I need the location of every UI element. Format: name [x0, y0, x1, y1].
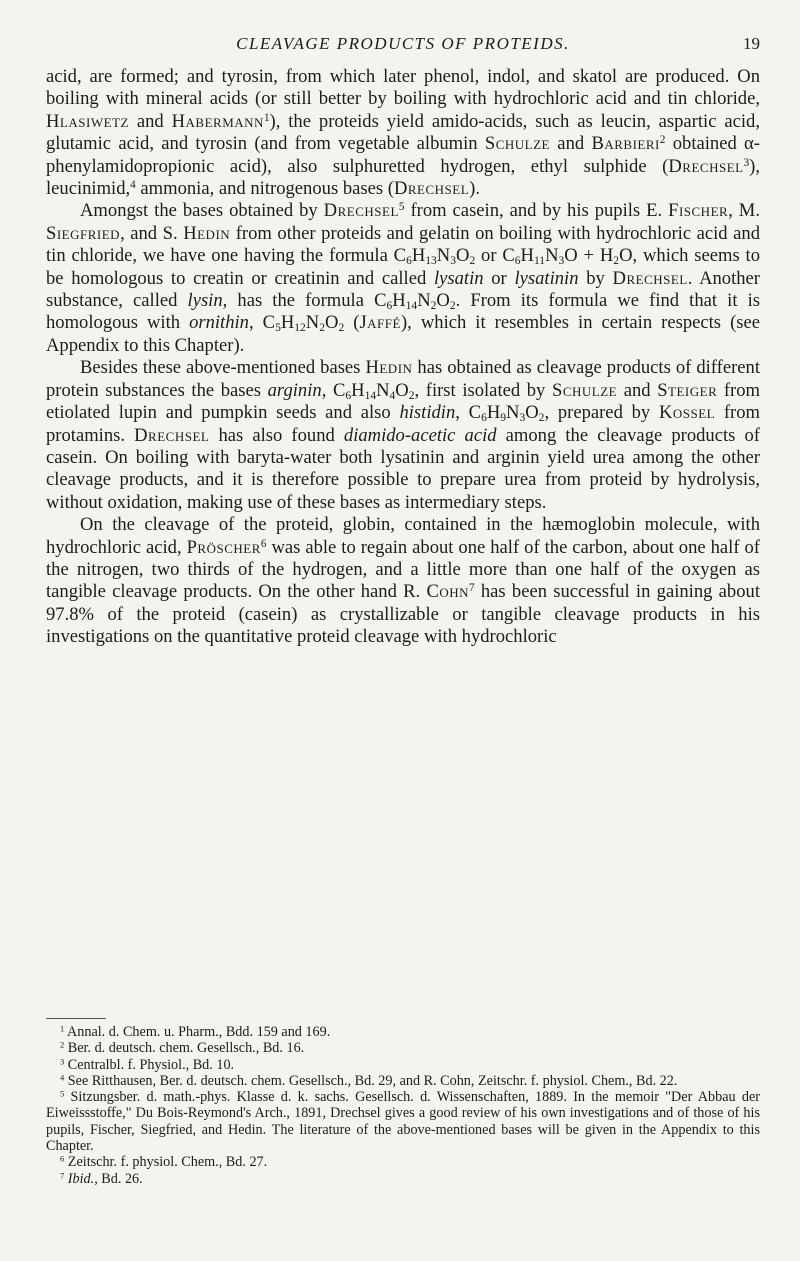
- formula-lysatin: $C_6H_{13}N_3O_2$ or $C_6H_{11}N_3O + H_2O$: [393, 245, 633, 268]
- author-steiger: Steiger: [657, 379, 718, 401]
- term-lysatin: lysatin: [433, 267, 484, 289]
- author-hlasiwetz: Hlasiwetz: [46, 110, 129, 132]
- footnote-1: $^1$ Annal. d. Chem. u. Pharm., Bdd. 159 and 169.: [60, 1023, 331, 1040]
- formula-arginin: $C_6H_{14}N_4O_2$: [332, 379, 415, 402]
- formula-histidin: $C_6H_9N_3O_2$: [468, 402, 545, 424]
- author-proscher: Pröscher: [186, 536, 261, 558]
- paragraph-1: acid, are formed; and tyrosin, from which later phenol, indol, and skatol are produced. On boiling with mineral acids (or still better by boiling with hydrochloric acid and tin chloride, Hlasiwetz and Habermann$^1$), the proteids yield amido-acids, such as leucin, aspartic acid, glutamic acid, and tyrosin (and from vegetable albumin Schulze and Barbieri$^2$ obtained α-phenylamidopropionic acid), also sulphuretted hydrogen, ethyl sulphide (Drechsel$^3$), leucinimid,$^4$ ammonia, and nitrogenous bases (Drechsel).: [46, 66, 760, 200]
- author-fischer: Fischer: [668, 200, 729, 222]
- term-lysatinin: lysatinin: [514, 267, 579, 289]
- author-drechsel: Drechsel: [134, 424, 210, 446]
- footnote-divider: [46, 1018, 106, 1019]
- footnote-ref-6: 6: [260, 537, 267, 550]
- page-number: 19: [743, 34, 760, 53]
- author-drechsel: Drechsel: [668, 155, 744, 177]
- author-drechsel: Drechsel: [612, 267, 688, 289]
- formula-lysin: $C_6H_{14}N_2O_2$: [374, 290, 456, 312]
- term-lysin: lysin: [187, 290, 223, 312]
- paragraph-3: Besides these above-mentioned bases Hedin has obtained as cleavage products of different protein substances the bases arginin, $C_6H_{14}N_4O_2$, first isolated by Schulze and Steiger from etiolated lupin and pumpkin seeds and also histidin, $C_6H_9N_3O_2$, prepared by Kossel from protamins. Drechsel has also found diamido-acetic acid among the cleavage products of casein. On boiling with baryta-water both lysatinin and arginin yield urea among the other cleavage products, and it is therefore possible to prepare urea from proteid by hydrolysis, without oxidation, making use of these bases as intermediary steps.: [46, 357, 761, 513]
- author-siegfried: Siegfried: [46, 222, 121, 244]
- footnote-ref-3: 3: [743, 156, 750, 169]
- footnotes: [46, 1024, 760, 1187]
- author-hedin: Hedin: [365, 357, 413, 379]
- footnote-ref-2: 2: [659, 134, 666, 147]
- author-hedin: Hedin: [183, 222, 231, 244]
- footnote-4: $^4$ See Ritthausen, Ber. d. deutsch. chem. Gesellsch., Bd. 29, and R. Cohn, Zeitschr. f. physiol. Chem., Bd. 22.: [60, 1072, 678, 1089]
- footnote-5: $^5$ Sitzungsber. d. math.-phys. Klasse d. k. sachs. Gesellsch. d. Wissenschaften, 1889. In the memoir "Der Abbau der Eiweissstoffe," Du Bois-Reymond's Arch., 1891, Drechsel gives a good review of his own investigations and of those of his pupils, Fischer, Siegfried, and Hedin. The literature of the above-mentioned bases will be given in the Appendix to this Chapter.: [46, 1088, 760, 1155]
- author-schulze: Schulze: [551, 379, 618, 401]
- author-habermann: Habermann: [171, 110, 264, 132]
- footnote-6: $^6$ Zeitschr. f. physiol. Chem., Bd. 27.: [60, 1153, 268, 1171]
- author-jaffe: Jaffé: [359, 312, 401, 334]
- footnote-ref-7: 7: [469, 582, 475, 595]
- footnote-ref-1: 1: [263, 111, 270, 124]
- running-head: [46, 34, 760, 60]
- term-ornithin: ornithin: [189, 312, 249, 334]
- author-drechsel: Drechsel: [323, 200, 399, 222]
- author-schulze: Schulze: [484, 133, 551, 155]
- formula-ornithin: $C_5H_{12}N_2O_2$: [262, 312, 345, 335]
- footnote-3: $^3$ Centralbl. f. Physiol., Bd. 10.: [60, 1055, 235, 1073]
- footnote-7: $^7$ Ibid., Bd. 26.: [60, 1170, 143, 1187]
- author-barbieri: Barbieri: [591, 133, 660, 155]
- term-arginin: arginin: [267, 379, 322, 401]
- author-kossel: Kossel: [658, 402, 716, 424]
- term-histidin: histidin: [399, 402, 456, 424]
- term-diamido-acetic-acid: diamido-acetic acid: [343, 424, 497, 446]
- footnote-ref-5: 5: [398, 201, 405, 214]
- footnote-2: $^2$ Ber. d. deutsch. chem. Gesellsch., Bd. 16.: [60, 1039, 305, 1057]
- paragraph-4: On the cleavage of the proteid, globin, contained in the hæmoglobin molecule, with hydrochloric acid, Pröscher$^6$ was able to regain about one half of the carbon, about one half of the nitrogen, two thirds of the hydrogen, and a little more than one half of the oxygen as tangible cleavage products. On the other hand R. Cohn$^7$ has been successful in gaining about 97.8% of the proteid (casein) as crystallizable or tangible cleavage products in his investigations on the quantitative proteid cleavage with hydrochloric: [46, 514, 760, 648]
- author-drechsel: Drechsel: [393, 178, 470, 200]
- footnote-ref-4: 4: [130, 178, 136, 191]
- running-title: CLEAVAGE PRODUCTS OF PROTEIDS.: [236, 34, 570, 53]
- author-cohn: Cohn: [426, 581, 470, 603]
- body-text: [46, 66, 760, 649]
- paragraph-2: Amongst the bases obtained by Drechsel$^5$ from casein, and by his pupils E. Fischer, M. Siegfried, and S. Hedin from other proteids and gelatin on boiling with hydrochloric acid and tin chloride, we have one having the formula $C_6H_{13}N_3O_2$ or $C_6H_{11}N_3O + H_2O$, which seems to be homologous to creatin or creatinin and called lysatin or lysatinin by Drechsel. Another substance, called lysin, has the formula $C_6H_{14}N_2O_2$. From its formula we find that it is homologous with ornithin, $C_5H_{12}N_2O_2$ (Jaffé), which it resembles in certain respects (see Appendix to this Chapter).: [46, 200, 761, 356]
